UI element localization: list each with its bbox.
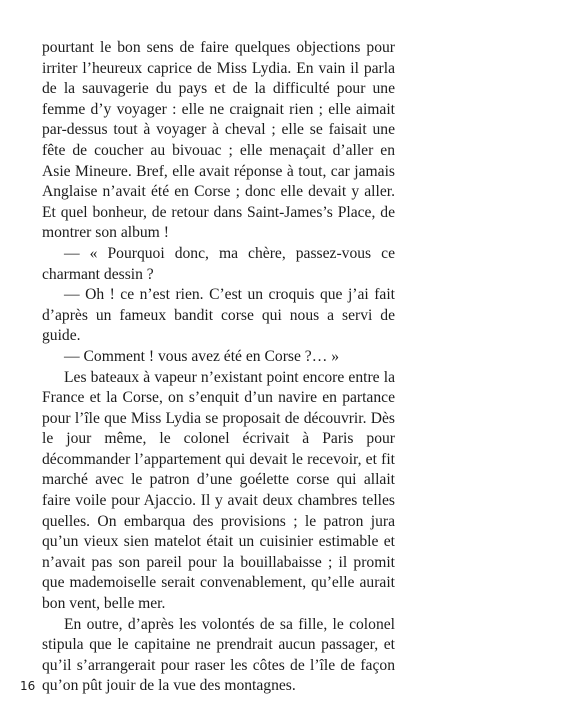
body-text [42, 38, 395, 697]
paragraph-2: — « Pourquoi donc, ma chère, passez-vous ce charmant dessin ? [42, 244, 395, 283]
paragraph-5: Les bateaux à vapeur n’existant point encore entre la France et la Corse, on s’enquit d’un navire en partance pour l’île que Miss Lydia se proposait de découvrir. Dès le jour même, le colonel écrivait à Paris pour décommander l’appartement qui devait le recevoir, et fit marché avec le patron d’une goélette corse qui allait faire voile pour Ajaccio. Il y avait deux chambres telles quelles. On embarqua des provisions ; le patron jura qu’un vieux sien matelot était un cuisinier estimable et n’avait pas son pareil pour la bouillabaisse ; il promit que mademoiselle serait convenablement, qu’elle aurait bon vent, belle mer. [42, 368, 395, 613]
page-number: 16 [20, 679, 36, 693]
paragraph-6: En outre, d’après les volontés de sa fille, le colonel stipula que le capitaine ne prendrait aucun passager, et qu’il s’arrangerait pour raser les côtes de l’île de façon qu’on pût jouir de la vue des montagnes. [42, 615, 395, 695]
paragraph-1: pourtant le bon sens de faire quelques objections pour irriter l’heureux caprice de Miss Lydia. En vain il parla de la sauvagerie du pays et de la difficulté pour une femme d’y voyager : elle ne craignait rien ; elle aimait par-dessus tout à voyager à cheval ; elle se faisait une fête de coucher au bivouac ; elle menaçait d’aller en Asie Mineure. Bref, elle avait réponse à tout, car jamais Anglaise n’avait été en Corse ; donc elle devait y aller. Et quel bonheur, de retour dans Saint-James’s Place, de montrer son album ! [42, 39, 395, 242]
paragraph-3: — Oh ! ce n’est rien. C’est un croquis que j’ai fait d’après un fameux bandit corse qui nous a servi de guide. [42, 286, 395, 345]
paragraph-4: — Comment ! vous avez été en Corse ?… » [64, 347, 339, 365]
